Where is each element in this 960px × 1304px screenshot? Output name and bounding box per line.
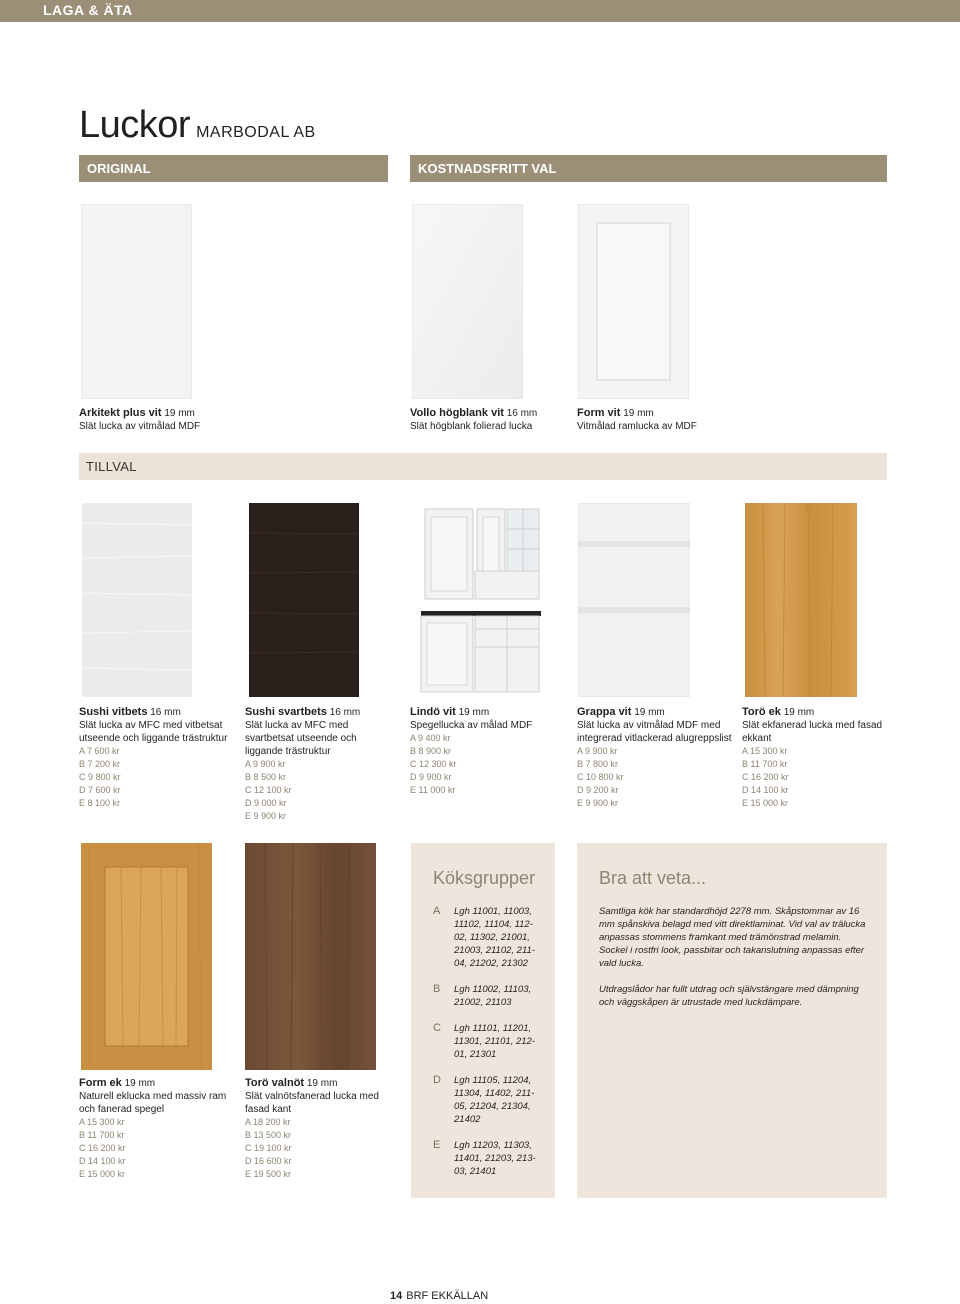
group-letter: E (433, 1139, 441, 1151)
door-description: Slät högblank folierad lucka (410, 421, 533, 432)
door-name: Sushi svartbets (245, 706, 327, 718)
price-d: D 14 100 kr (79, 1156, 126, 1166)
price-e: E 19 500 kr (245, 1169, 292, 1179)
door-caption-grappa-vit (577, 706, 732, 810)
door-name: Arkitekt plus vit (79, 407, 162, 419)
door-description: Slät lucka av vitmålad MDF med integrerad vitlackerad alugreppslist (577, 720, 732, 744)
door-toro-ek-image (745, 503, 857, 697)
door-vollo-hogblank-image (412, 204, 523, 399)
door-thickness: 19 mm (634, 707, 665, 718)
price-c: C 16 200 kr (79, 1143, 126, 1153)
supplier-name: MARBODAL AB (196, 124, 316, 141)
good-to-know-paragraph-1: Samtliga kök har standardhöjd 2278 mm. Skåpstommar av 16 mm spånskiva belagd med vitt direktlaminat. Vid val av trälucka anpassas stommens framkant med trämönstrad melamin. Sockel i rostfri look, passbitar och takanslutning anpassas efter vald lucka. (599, 906, 866, 969)
door-thickness: 16 mm (150, 707, 181, 718)
price-b: B 8 900 kr (410, 746, 452, 756)
group-codes: Lgh 11203, 11303, 11401, 21203, 213-03, 21401 (454, 1140, 536, 1177)
door-name: Form vit (577, 407, 621, 419)
price-c: C 19 100 kr (245, 1143, 292, 1153)
publication-name: BRF EKKÄLLAN (406, 1290, 489, 1302)
price-a: A 15 300 kr (742, 746, 788, 756)
door-caption-sushi-svartbets (245, 706, 395, 823)
price-a: A 9 900 kr (245, 759, 286, 769)
kitchen-groups-title: Köksgrupper (433, 868, 536, 888)
group-letter: D (433, 1074, 441, 1086)
section-label: LAGA & ÄTA (43, 2, 133, 18)
price-b: B 11 700 kr (742, 759, 788, 769)
page-title-main: Luckor (79, 104, 191, 146)
price-e: E 9 900 kr (245, 811, 287, 821)
price-c: C 12 100 kr (245, 785, 292, 795)
good-to-know-title: Bra att veta... (599, 868, 707, 888)
good-to-know-paragraph-2: Utdragslådor har fullt utdrag och självstängare med dämpning och väggskåpen är utrustade med luckdämpare. (599, 984, 859, 1008)
door-caption-sushi-vitbets (79, 706, 229, 810)
band-free-choice-label: KOSTNADSFRITT VAL (418, 161, 557, 176)
price-a: A 9 900 kr (577, 746, 618, 756)
page-title (79, 104, 316, 147)
group-letter: C (433, 1022, 441, 1034)
door-name: Form ek (79, 1077, 122, 1089)
group-codes: Lgh 11002, 11103, 21002, 21103 (454, 984, 532, 1008)
price-c: C 9 800 kr (79, 772, 121, 782)
band-tillval-label: TILLVAL (86, 459, 137, 474)
page-footer (390, 1290, 488, 1302)
price-a: A 7 600 kr (79, 746, 120, 756)
group-letter: A (433, 905, 441, 917)
door-caption-arkitekt (79, 407, 239, 433)
door-name: Torö valnöt (245, 1077, 305, 1089)
door-name: Vollo högblank vit (410, 407, 504, 419)
kitchen-groups-panel (411, 843, 555, 1198)
price-d: D 9 200 kr (577, 785, 619, 795)
door-caption-form-vit (577, 407, 737, 433)
door-description: Naturell eklucka med massiv ram och fanerad spegel (79, 1091, 227, 1115)
door-name: Torö ek (742, 706, 781, 718)
band-original (79, 155, 388, 182)
group-codes: Lgh 11001, 11003, 11102, 11104, 112-02, 11302, 21001, 21003, 21102, 211-04, 21202, 21302 (454, 906, 535, 969)
door-thickness: 19 mm (164, 408, 195, 419)
door-caption-lindo-vit (410, 706, 560, 797)
door-description: Slät lucka av vitmålad MDF (79, 421, 201, 432)
price-b: B 13 500 kr (245, 1130, 292, 1140)
door-lindo-vit-kitchen-image (415, 503, 542, 697)
door-grappa-vit-image (578, 503, 690, 697)
group-codes: Lgh 11105, 11204, 11304, 11402, 211-05, 21204, 21304, 21402 (454, 1075, 535, 1125)
door-form-vit-image (578, 204, 689, 399)
price-a: A 9 400 kr (410, 733, 451, 743)
price-e: E 15 000 kr (742, 798, 789, 808)
group-codes: Lgh 11101, 11201, 11301, 21101, 212-01, 21301 (454, 1023, 535, 1060)
door-thickness: 19 mm (124, 1078, 156, 1089)
door-caption-vollo (410, 407, 570, 433)
door-description: Slät lucka av MFC med svartbetsat utseende och liggande trästruktur (245, 720, 357, 757)
band-original-label: ORIGINAL (87, 161, 151, 176)
group-letter: B (433, 983, 441, 995)
door-arkitekt-plus-vit-image (81, 204, 192, 399)
door-description: Slät valnötsfanerad lucka med fasad kant (245, 1091, 379, 1115)
door-toro-valnot-image (245, 843, 376, 1070)
door-thickness: 16 mm (329, 707, 361, 718)
price-b: B 7 800 kr (577, 759, 619, 769)
price-d: D 9 000 kr (245, 798, 287, 808)
door-name: Lindö vit (410, 706, 456, 718)
price-c: C 16 200 kr (742, 772, 789, 782)
door-description: Slät ekfanerad lucka med fasad ekkant (742, 720, 883, 744)
door-caption-form-ek (79, 1077, 229, 1181)
door-description: Vitmålad ramlucka av MDF (577, 421, 697, 432)
price-e: E 11 000 kr (410, 785, 456, 795)
price-d: D 7 600 kr (79, 785, 121, 795)
price-e: E 8 100 kr (79, 798, 121, 808)
price-a: A 18 200 kr (245, 1117, 291, 1127)
door-thickness: 19 mm (458, 707, 490, 718)
price-b: B 7 200 kr (79, 759, 121, 769)
door-caption-toro-ek (742, 706, 892, 810)
door-sushi-vitbets-image (82, 503, 192, 697)
door-thickness: 19 mm (783, 707, 815, 718)
price-d: D 14 100 kr (742, 785, 789, 795)
section-header-bar (0, 0, 960, 22)
door-caption-toro-valnot (245, 1077, 395, 1181)
price-c: C 10 800 kr (577, 772, 624, 782)
door-thickness: 19 mm (623, 408, 654, 419)
door-description: Spegellucka av målad MDF (410, 720, 533, 731)
price-c: C 12 300 kr (410, 759, 457, 769)
price-d: D 16 600 kr (245, 1156, 292, 1166)
page-number: 14 (390, 1290, 403, 1302)
price-b: B 11 700 kr (79, 1130, 125, 1140)
price-d: D 9 900 kr (410, 772, 452, 782)
price-e: E 9 900 kr (577, 798, 619, 808)
door-sushi-svartbets-image (249, 503, 359, 697)
door-thickness: 19 mm (306, 1078, 338, 1089)
price-a: A 15 300 kr (79, 1117, 125, 1127)
door-name: Grappa vit (577, 706, 632, 718)
price-b: B 8 500 kr (245, 772, 287, 782)
price-e: E 15 000 kr (79, 1169, 126, 1179)
band-tillval (79, 453, 887, 480)
door-form-ek-image (81, 843, 212, 1070)
band-free-choice (410, 155, 887, 182)
door-description: Slät lucka av MFC med vitbetsat utseende och liggande trästruktur (79, 720, 228, 744)
good-to-know-panel (577, 843, 887, 1198)
door-name: Sushi vitbets (79, 706, 148, 718)
door-thickness: 16 mm (506, 408, 538, 419)
